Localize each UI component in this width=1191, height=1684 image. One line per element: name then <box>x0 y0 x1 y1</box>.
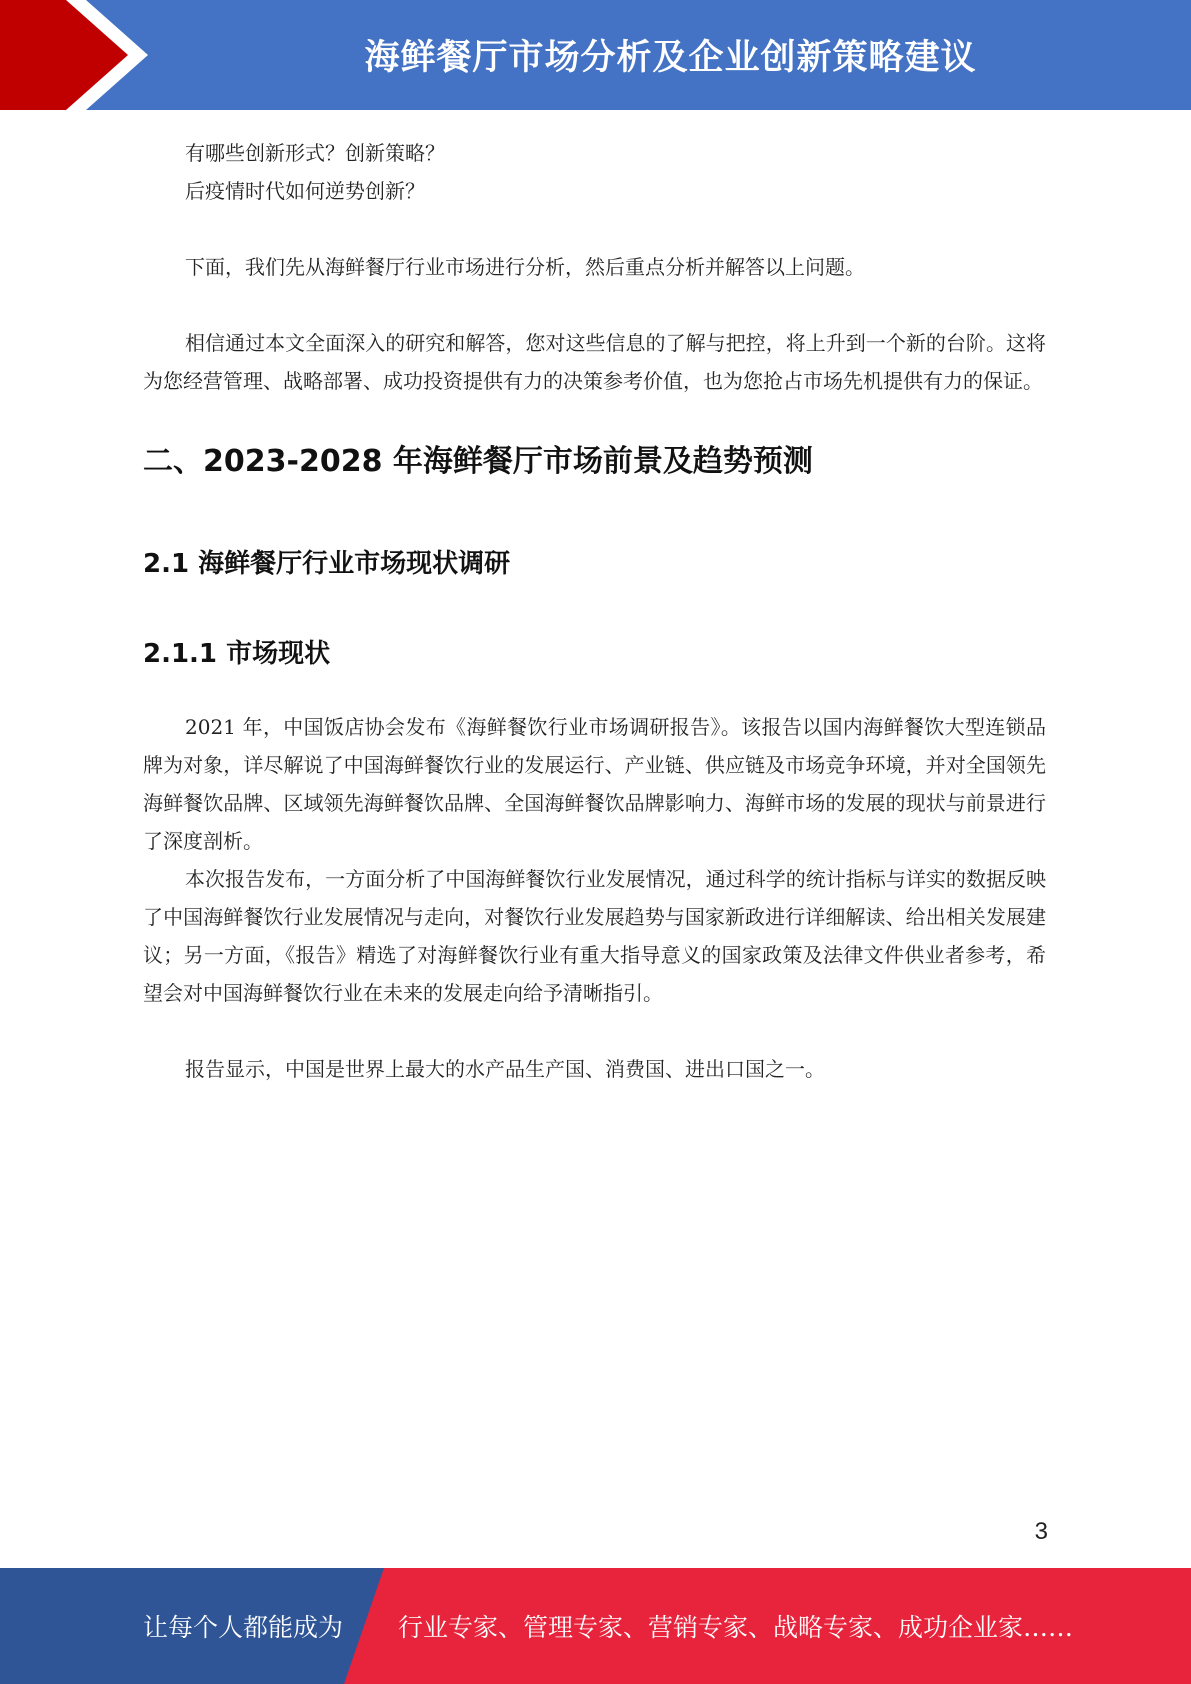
document-title: 海鲜餐厅市场分析及企业创新策略建议 <box>364 38 977 78</box>
paragraph-value: 相信通过本文全面深入的研究和解答，您对这些信息的了解与把控，将上升到一个新的台阶。这将为您经营管理、战略部署、成功投资提供有力的决策参考价值，也为您抢占市场先机提供有力的保证。 <box>143 331 1046 393</box>
subsection-heading: 2.1 海鲜餐厅行业市场现状调研 <box>143 549 511 579</box>
footer-slogan-right: 行业专家、管理专家、营销专家、战略专家、成功企业家…… <box>398 1613 1074 1642</box>
spacer <box>143 286 1046 324</box>
footer-slogan-left: 让每个人都能成为 <box>143 1613 344 1642</box>
section-heading: 二、2023-2028 年海鲜餐厅市场前景及趋势预测 <box>143 444 813 479</box>
paragraph-next-steps: 下面，我们先从海鲜餐厅行业市场进行分析，然后重点分析并解答以上问题。 <box>185 255 865 279</box>
intro-line-innovation-forms: 有哪些创新形式？创新策略？ <box>185 141 445 165</box>
page-footer <box>0 1568 1191 1684</box>
subsubsection-heading: 2.1.1 市场现状 <box>143 639 331 669</box>
intro-line-post-pandemic: 后疫情时代如何逆势创新？ <box>185 179 425 203</box>
paragraph-report-shows: 报告显示，中国是世界上最大的水产品生产国、消费国、进出口国之一。 <box>185 1057 825 1081</box>
paragraph-2021-report: 2021 年，中国饭店协会发布《海鲜餐饮行业市场调研报告》。该报告以国内海鲜餐饮大型连锁品牌为对象，详尽解说了中国海鲜餐饮行业的发展运行、产业链、供应链及市场竞争环境，并对全国领先海鲜餐饮品牌、区域领先海鲜餐饮品牌、全国海鲜餐饮品牌影响力、海鲜市场的发展的现状与前景进行了深度剖析。 <box>143 715 1046 853</box>
spacer <box>143 1012 1046 1050</box>
page-header <box>0 0 1191 110</box>
spacer <box>143 210 1046 248</box>
paragraph-report-release: 本次报告发布，一方面分析了中国海鲜餐饮行业发展情况，通过科学的统计指标与详实的数据反映了中国海鲜餐饮行业发展情况与走向，对餐饮行业发展趋势与国家新政进行详细解读、给出相关发展建议；另一方面，《报告》精选了对海鲜餐饮行业有重大指导意义的国家政策及法律文件供业者参考，希望会对中国海鲜餐饮行业在未来的发展走向给予清晰指引。 <box>143 867 1046 1005</box>
header-arrow-decoration <box>0 0 160 110</box>
page-number: 3 <box>1034 1518 1048 1545</box>
document-body <box>143 134 1046 1088</box>
